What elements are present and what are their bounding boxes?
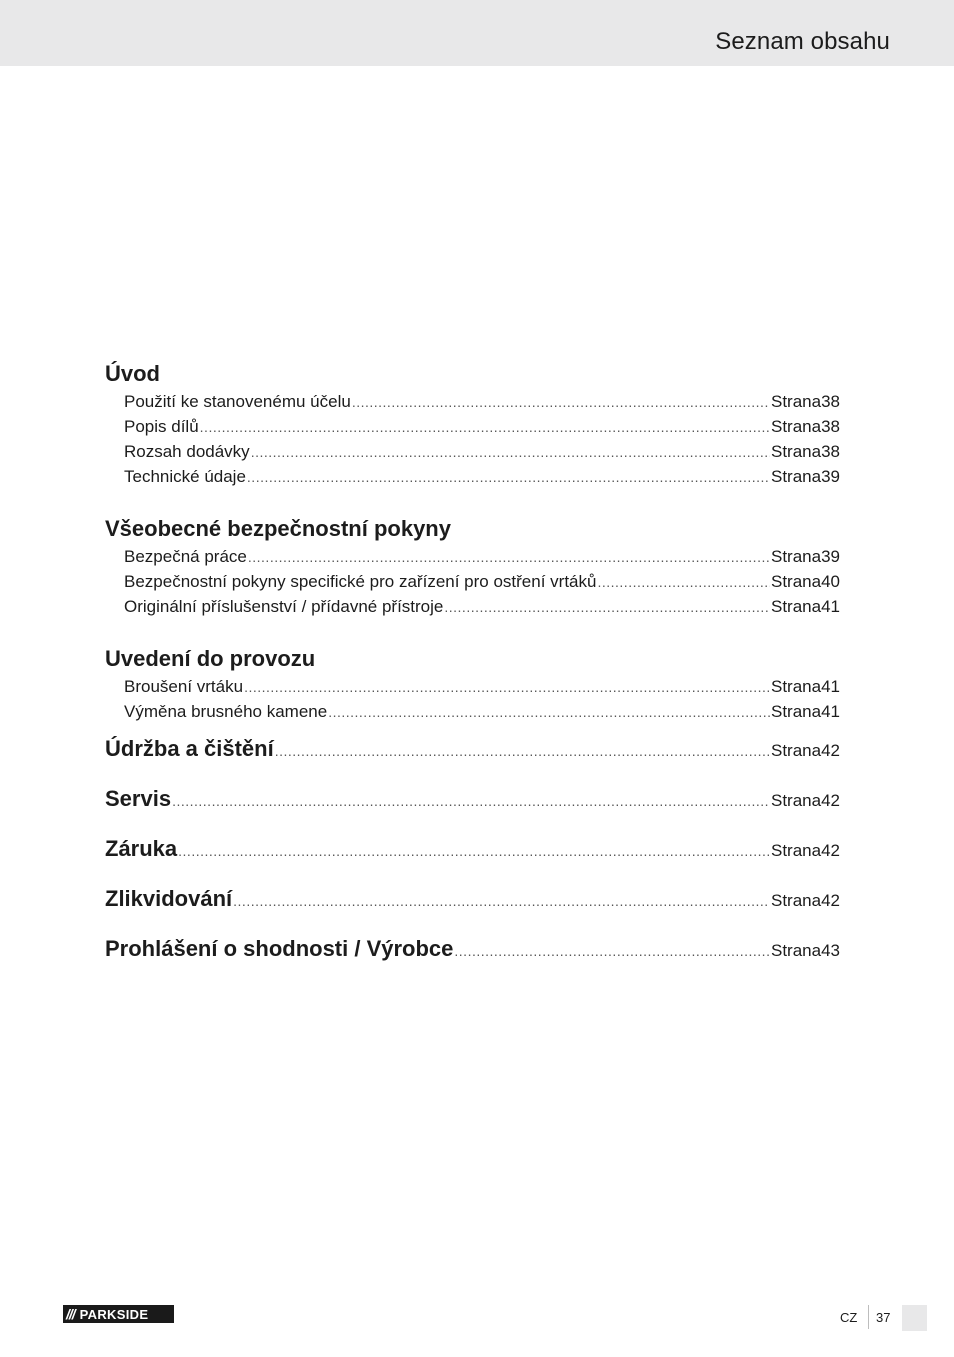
toc-page-number: 42 (821, 891, 840, 910)
toc-page-word: Strana (770, 467, 822, 486)
toc-main-entry-label: Záruka (105, 836, 178, 861)
toc-entry[interactable] (105, 389, 840, 414)
toc-section-title: Úvod (105, 361, 160, 386)
leader-dots (328, 700, 770, 725)
leader-dots (251, 440, 770, 465)
toc-entry-label: Použití ke stanovenému účelu (124, 392, 351, 411)
toc-entry-label: Broušení vrtáku (124, 677, 244, 696)
leader-dots (444, 595, 770, 620)
toc-section-startup (105, 644, 840, 724)
toc-entry[interactable] (105, 439, 840, 464)
parkside-logo (63, 1305, 174, 1323)
toc-page-word: Strana (770, 841, 822, 860)
leader-dots (454, 926, 770, 976)
table-of-contents (105, 359, 840, 974)
toc-entry-label: Výměna brusného kamene (124, 702, 328, 721)
toc-page-number: 41 (821, 597, 840, 616)
toc-page-number: 38 (821, 417, 840, 436)
toc-main-entry-label: Prohlášení o shodnosti / Výrobce (105, 936, 454, 961)
toc-entry-label: Bezpečnostní pokyny specifické pro zařízení pro ostření vrtáků (124, 572, 597, 591)
toc-page-word: Strana (770, 547, 822, 566)
leader-dots (275, 726, 770, 776)
toc-page-number: 39 (821, 467, 840, 486)
leader-dots (352, 390, 770, 415)
toc-main-entry[interactable] (105, 774, 840, 824)
toc-page-word: Strana (770, 572, 822, 591)
toc-page-word: Strana (770, 417, 822, 436)
toc-entry-label: Rozsah dodávky (124, 442, 250, 461)
toc-entry[interactable] (105, 699, 840, 724)
toc-page-number: 38 (821, 442, 840, 461)
language-code: CZ (840, 1310, 858, 1325)
toc-entry-label: Bezpečná práce (124, 547, 247, 566)
toc-page-word: Strana (770, 941, 822, 960)
toc-page-number: 41 (821, 677, 840, 696)
toc-page-word: Strana (770, 891, 822, 910)
footer-divider (868, 1305, 869, 1329)
toc-main-entry-label: Servis (105, 786, 172, 811)
toc-main-entry[interactable] (105, 724, 840, 774)
toc-page-number: 42 (821, 841, 840, 860)
spacer (105, 619, 840, 644)
logo-slashes: /// (66, 1306, 75, 1322)
footer-tab-box (902, 1305, 927, 1331)
leader-dots (247, 465, 770, 490)
toc-page-word: Strana (770, 791, 822, 810)
toc-page-word: Strana (770, 392, 822, 411)
toc-page-word: Strana (770, 702, 822, 721)
toc-page-number: 40 (821, 572, 840, 591)
toc-entry[interactable] (105, 464, 840, 489)
toc-page-number: 42 (821, 791, 840, 810)
toc-main-entry[interactable] (105, 924, 840, 974)
toc-page-word: Strana (770, 597, 822, 616)
page-number: 37 (876, 1310, 891, 1325)
leader-dots (248, 545, 770, 570)
toc-entry[interactable] (105, 414, 840, 439)
toc-section-safety (105, 514, 840, 619)
logo-text: PARKSIDE (79, 1306, 149, 1322)
toc-page-word: Strana (770, 741, 822, 760)
toc-entry[interactable] (105, 594, 840, 619)
leader-dots (178, 826, 770, 876)
leader-dots (233, 876, 770, 926)
toc-page-number: 43 (821, 941, 840, 960)
page-title: Seznam obsahu (715, 28, 890, 55)
toc-main-entry-label: Zlikvidování (105, 886, 233, 911)
toc-section-title: Všeobecné bezpečnostní pokyny (105, 516, 451, 541)
toc-page-number: 38 (821, 392, 840, 411)
spacer (105, 489, 840, 514)
toc-page-number: 42 (821, 741, 840, 760)
toc-main-entry[interactable] (105, 874, 840, 924)
toc-entry[interactable] (105, 674, 840, 699)
toc-entry-label: Technické údaje (124, 467, 246, 486)
toc-section-uvod (105, 359, 840, 489)
toc-entry[interactable] (105, 544, 840, 569)
toc-main-entry-label: Údržba a čištění (105, 736, 274, 761)
toc-entry-label: Popis dílů (124, 417, 199, 436)
header-band (0, 0, 954, 66)
toc-page-number: 39 (821, 547, 840, 566)
leader-dots (244, 675, 770, 700)
toc-main-entry[interactable] (105, 824, 840, 874)
leader-dots (597, 570, 770, 595)
toc-entry-label: Originální příslušenství / přídavné přístroje (124, 597, 444, 616)
leader-dots (200, 415, 770, 440)
toc-section-title: Uvedení do provozu (105, 646, 316, 671)
toc-page-word: Strana (770, 677, 822, 696)
toc-entry[interactable] (105, 569, 840, 594)
leader-dots (172, 776, 770, 826)
toc-page-number: 41 (821, 702, 840, 721)
toc-page-word: Strana (770, 442, 822, 461)
